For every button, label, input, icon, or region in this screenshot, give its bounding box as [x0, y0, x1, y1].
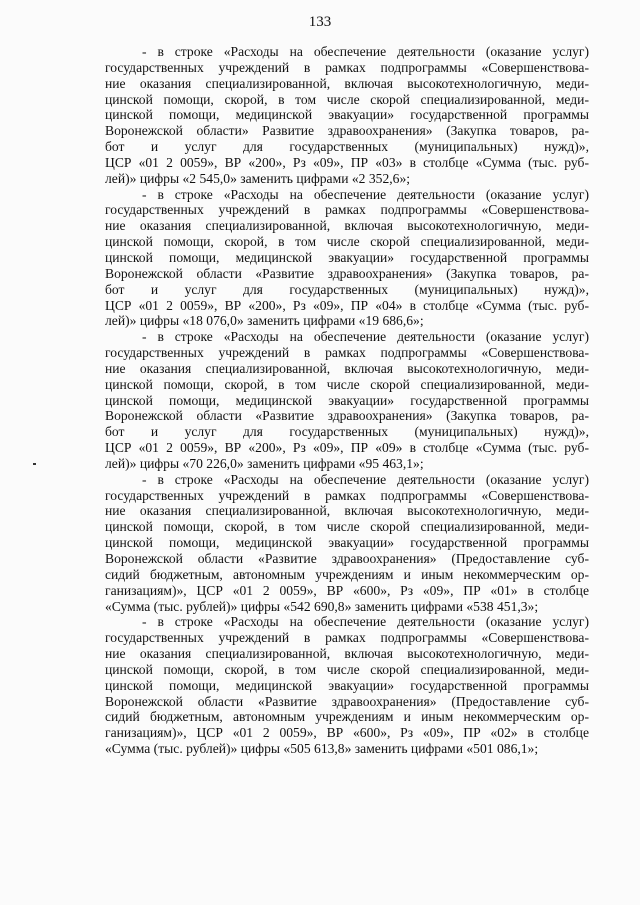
- paragraph: [105, 329, 589, 472]
- paragraph: [105, 44, 589, 187]
- text-line: Воронежской области» Развитие здравоохранения» (Закупка товаров, ра-: [105, 123, 589, 139]
- scan-speck: [33, 463, 36, 465]
- text-line: - в строке «Расходы на обеспечение деятельности (оказание услуг): [142, 471, 589, 487]
- text-line: цинской помощи, скорой, в том числе скорой специализированной, меди-: [105, 519, 589, 535]
- text-line: Воронежской области «Развитие здравоохранения» (Закупка товаров, ра-: [105, 408, 589, 424]
- text-line: Воронежской области «Развитие здравоохранения» (Предоставление суб-: [105, 693, 589, 709]
- text-line: ЦСР «01 2 0059», ВР «200», Рз «09», ПР «09» в столбце «Сумма (тыс. руб-: [105, 440, 589, 456]
- paragraph: [105, 187, 589, 330]
- text-line: ганизациям)», ЦСР «01 2 0059», ВР «600», Рз «09», ПР «01» в столбце: [105, 582, 589, 598]
- text-line: цинской помощи, медицинской эвакуации» государственной программы: [105, 249, 589, 265]
- paragraph: [105, 472, 589, 615]
- text-line: ние оказания специализированной, включая высокотехнологичную, меди-: [105, 646, 589, 662]
- text-line: лей)» цифры «18 076,0» заменить цифрами «19 686,6»;: [105, 313, 424, 329]
- text-line: «Сумма (тыс. рублей)» цифры «505 613,8» заменить цифрами «501 086,1»;: [105, 741, 539, 757]
- text-line: цинской помощи, медицинской эвакуации» государственной программы: [105, 677, 589, 693]
- text-line: бот и услуг для государственных (муниципальных) нужд)»,: [105, 424, 589, 440]
- text-line: ЦСР «01 2 0059», ВР «200», Рз «09», ПР «03» в столбце «Сумма (тыс. руб-: [105, 154, 589, 170]
- text-line: государственных учреждений в рамках подпрограммы «Совершенствова-: [105, 202, 589, 218]
- text-line: - в строке «Расходы на обеспечение деятельности (оказание услуг): [142, 329, 589, 345]
- text-line: сидий бюджетным, автономным учреждениям и иным некоммерческим ор-: [105, 566, 589, 582]
- page-number: 133: [308, 14, 332, 30]
- text-line: цинской помощи, скорой, в том числе скорой специализированной, меди-: [105, 376, 589, 392]
- text-line: «Сумма (тыс. рублей)» цифры «542 690,8» заменить цифрами «538 451,3»;: [105, 598, 539, 614]
- text-line: ганизациям)», ЦСР «01 2 0059», ВР «600», Рз «09», ПР «02» в столбце: [105, 725, 589, 741]
- text-line: государственных учреждений в рамках подпрограммы «Совершенствова-: [105, 345, 589, 361]
- text-line: цинской помощи, медицинской эвакуации» государственной программы: [105, 107, 589, 123]
- text-line: - в строке «Расходы на обеспечение деятельности (оказание услуг): [142, 44, 589, 59]
- text-line: - в строке «Расходы на обеспечение деятельности (оказание услуг): [142, 614, 589, 630]
- text-line: цинской помощи, скорой, в том числе скорой специализированной, меди-: [105, 234, 589, 250]
- text-line: государственных учреждений в рамках подпрограммы «Совершенствова-: [105, 59, 589, 75]
- text-line: ЦСР «01 2 0059», ВР «200», Рз «09», ПР «04» в столбце «Сумма (тыс. руб-: [105, 297, 589, 313]
- text-line: лей)» цифры «2 545,0» заменить цифрами «2 352,6»;: [105, 170, 411, 186]
- text-line: ние оказания специализированной, включая высокотехнологичную, меди-: [105, 503, 589, 519]
- text-line: Воронежской области «Развитие здравоохранения» (Закупка товаров, ра-: [105, 265, 589, 281]
- text-line: государственных учреждений в рамках подпрограммы «Совершенствова-: [105, 487, 589, 503]
- text-line: Воронежской области «Развитие здравоохранения» (Предоставление суб-: [105, 551, 589, 566]
- text-line: цинской помощи, медицинской эвакуации» государственной программы: [105, 392, 589, 408]
- text-line: цинской помощи, медицинской эвакуации» государственной программы: [105, 535, 589, 551]
- text-line: сидий бюджетным, автономным учреждениям и иным некоммерческим ор-: [105, 709, 589, 725]
- text-line: цинской помощи, скорой, в том числе скорой специализированной, меди-: [105, 91, 589, 107]
- document-body: [105, 44, 589, 757]
- text-line: лей)» цифры «70 226,0» заменить цифрами «95 463,1»;: [105, 455, 424, 471]
- text-line: - в строке «Расходы на обеспечение деятельности (оказание услуг): [142, 186, 589, 202]
- text-line: цинской помощи, скорой, в том числе скорой специализированной, меди-: [105, 661, 589, 677]
- text-line: бот и услуг для государственных (муниципальных) нужд)»,: [105, 139, 589, 155]
- text-line: ние оказания специализированной, включая высокотехнологичную, меди-: [105, 75, 589, 91]
- text-line: ние оказания специализированной, включая высокотехнологичную, меди-: [105, 360, 589, 376]
- text-line: государственных учреждений в рамках подпрограммы «Совершенствова-: [105, 630, 589, 646]
- text-line: бот и услуг для государственных (муниципальных) нужд)»,: [105, 281, 589, 297]
- paragraph: [105, 614, 589, 757]
- text-line: ние оказания специализированной, включая высокотехнологичную, меди-: [105, 218, 589, 234]
